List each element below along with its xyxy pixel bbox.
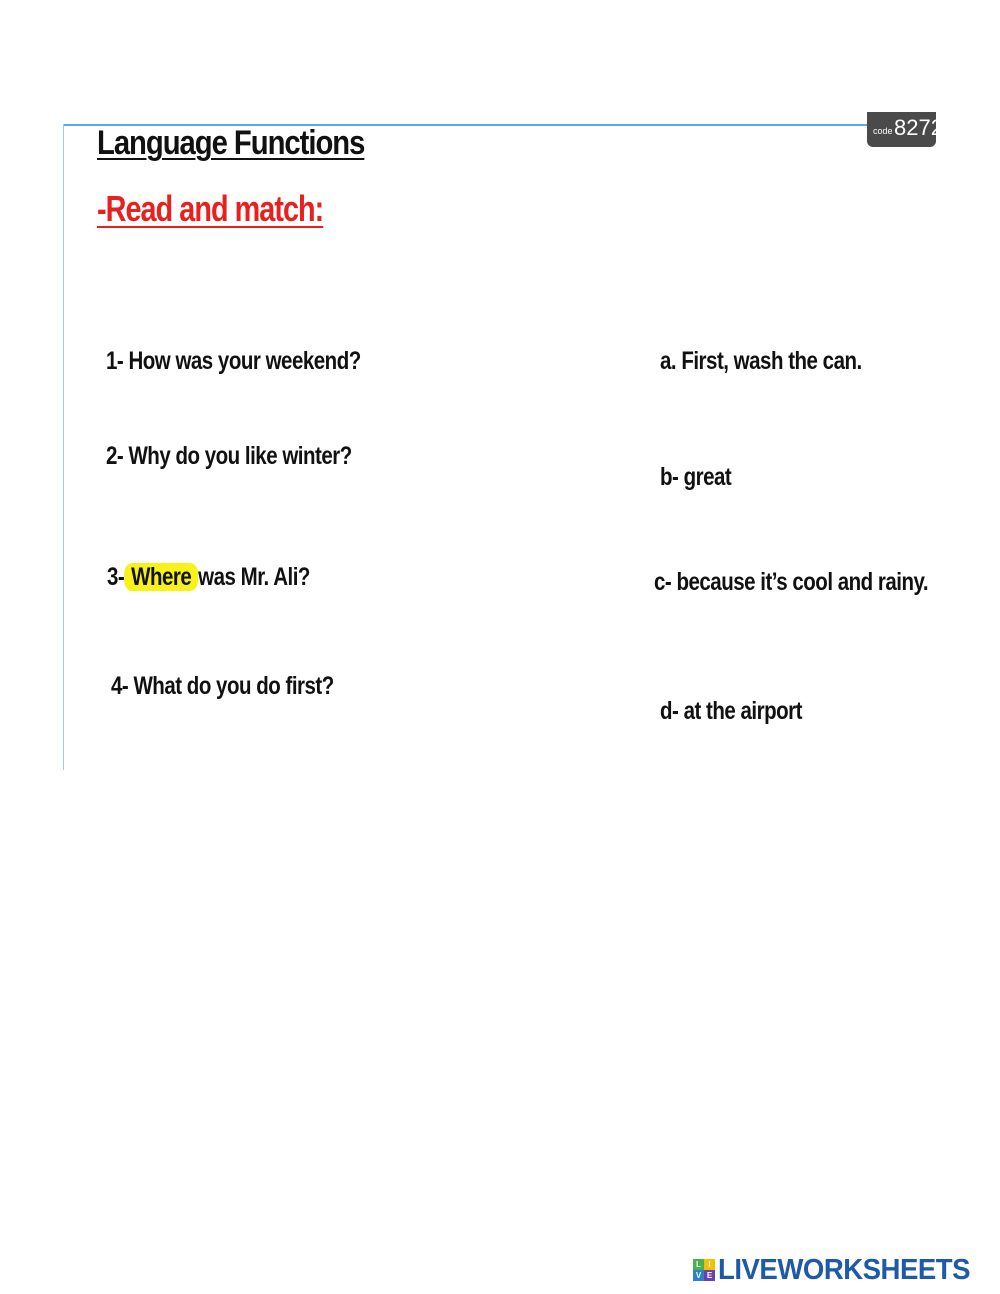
sheet-frame-left-border [63,124,64,770]
answer-d: d- at the airport [660,697,802,725]
question-number: 2- [106,442,124,470]
worksheet-title: Language Functions [97,124,365,162]
highlighted-word: Where [125,563,197,591]
logo-cell: V [693,1270,704,1281]
question-number: 4- [111,672,129,700]
logo-cell: L [693,1259,704,1270]
question-4 [111,672,334,701]
code-badge [867,112,943,147]
question-text: Why do you like winter? [123,442,352,470]
answer-c: c- because it’s cool and rainy. [654,568,929,596]
liveworksheets-logo-icon [693,1259,715,1281]
question-text: What do you do first? [128,672,334,700]
question-2 [106,442,352,471]
question-text: was Mr. Ali? [198,563,310,591]
liveworksheets-brand [693,1255,983,1285]
question-text: How was your weekend? [123,347,361,375]
question-number: 1- [106,347,124,375]
brand-name: LIVEWORKSHEETS [718,1253,971,1286]
question-3 [107,563,310,592]
code-value: 8272 [894,115,943,140]
question-1 [106,347,361,376]
logo-cell: E [704,1270,715,1281]
worksheet-instruction: -Read and match: [97,188,324,229]
question-number: 3- [107,563,125,591]
answer-a: a. First, wash the can. [660,347,862,375]
logo-cell: I [704,1259,715,1270]
code-label: code [873,126,893,136]
answer-b: b- great [660,463,732,491]
